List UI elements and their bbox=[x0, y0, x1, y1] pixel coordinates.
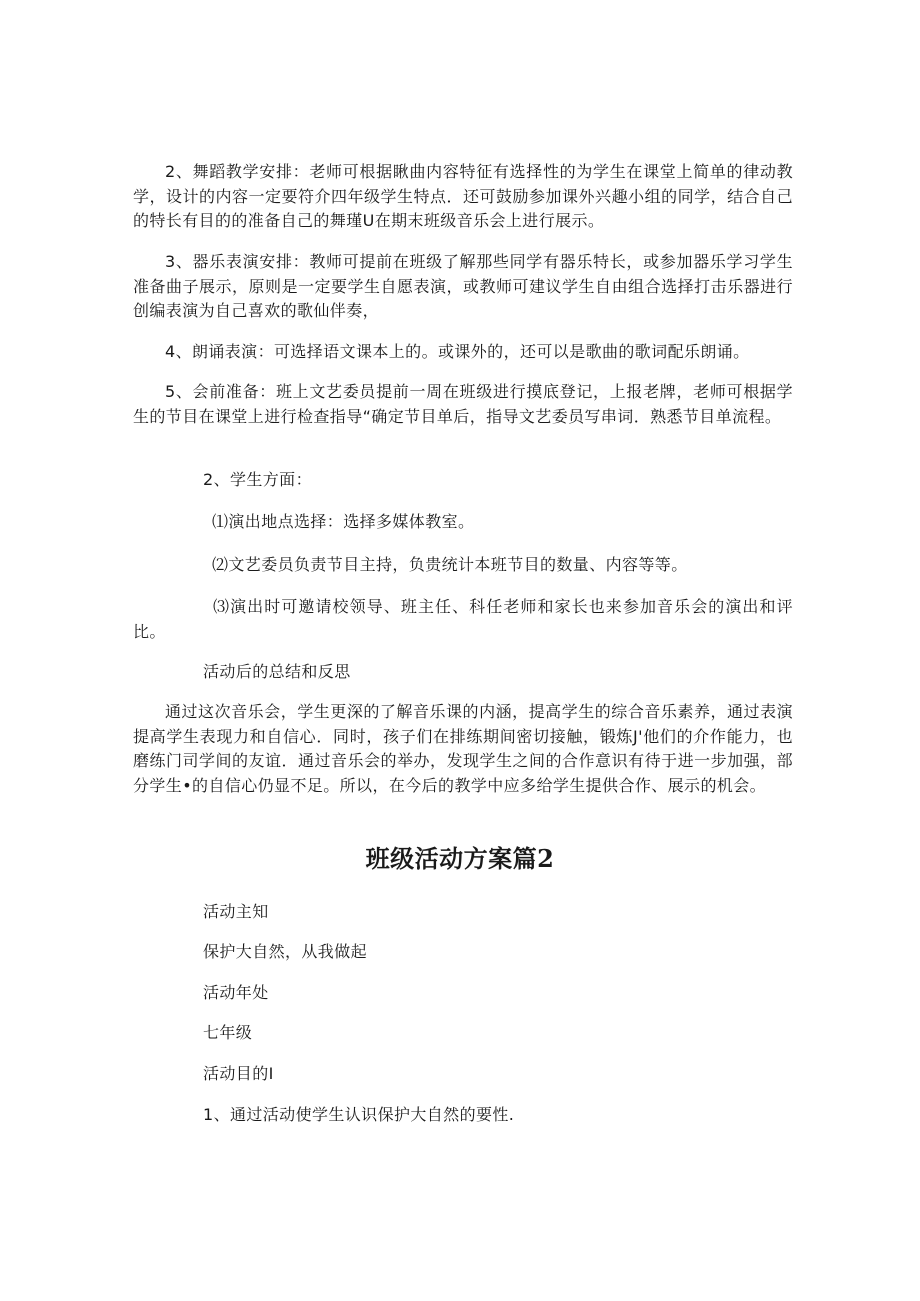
activity-theme-value: 保护大自然，从我做起 bbox=[203, 942, 368, 961]
dance-arrangement-paragraph: 2、舞蹈教学安排：老师可根据瞅曲内容特征有选择性的为学生在课堂上简单的律动教学，设计的内容一定要符介四年级学生特点．还可鼓励参加课外兴趣小组的同学，结合自己的特长有目的的准备自己的舞瑾U在期末班级音乐会上进行展示。 bbox=[133, 162, 793, 230]
invite-item: ⑶演出时可邀请校领导、班主任、科任老师和家长也来参加音乐会的演出和评比。 bbox=[133, 597, 793, 641]
instrument-arrangement-paragraph: 3、器乐表演安排：教师可提前在班级了解那些同学有器乐特长，或参加器乐学习学生准备曲子展示，原则是一定要学生自愿表演，或教师可建议学生自由组合选择打击乐器进行创编表演为自己喜欢的歌仙伴奏， bbox=[133, 252, 793, 320]
summary-paragraph: 通过这次音乐会，学生更深的了解音乐课的内涵，提高学生的综合音乐素养，通过表演提高学生表现力和自信心．同时，孩子们在排练期间密切接触，锻炼J'他们的介作能力，也磨练门司学间的友谊．通过音乐会的举办，发现学生之间的合作意识有待于进一步加强，部分学生•的自信心仍显不足。所以，在今后的教学中应多给学生提供合作、展示的机会。 bbox=[133, 702, 793, 795]
venue-item: ⑴演出地点选择：选择多媒体教室。 bbox=[212, 512, 475, 531]
preparation-paragraph: 5、会前准备：班上文艺委员提前一周在班级进行摸底登记，上报老牌，老师可根据学生的节目在课堂上进行检查指导“确定节目单后，指导文艺委员写串词．熟悉节目单流程。 bbox=[133, 382, 793, 426]
activity-grade-label: 活动年处 bbox=[203, 983, 269, 1002]
recitation-paragraph: 4、朗诵表演：可选择语文课本上的。或课外的，还可以是歌曲的歌词配乐朗诵。 bbox=[165, 342, 750, 361]
activity-purpose-label: 活动目的I bbox=[203, 1064, 274, 1083]
section2-title: 班级活动方案篇2 bbox=[365, 844, 555, 873]
host-item: ⑵文艺委员负责节目主持，负贵统计本班节目的数量、内容等等。 bbox=[212, 555, 688, 574]
activity-theme-label: 活动主知 bbox=[203, 902, 269, 921]
activity-purpose-item-1: 1、通过活动使学生认识保护大自然的要性. bbox=[203, 1105, 515, 1124]
student-section-heading: 2、学生方面： bbox=[203, 470, 312, 489]
summary-heading: 活动后的总结和反思 bbox=[203, 662, 351, 681]
activity-grade-value: 七年级 bbox=[203, 1023, 253, 1042]
